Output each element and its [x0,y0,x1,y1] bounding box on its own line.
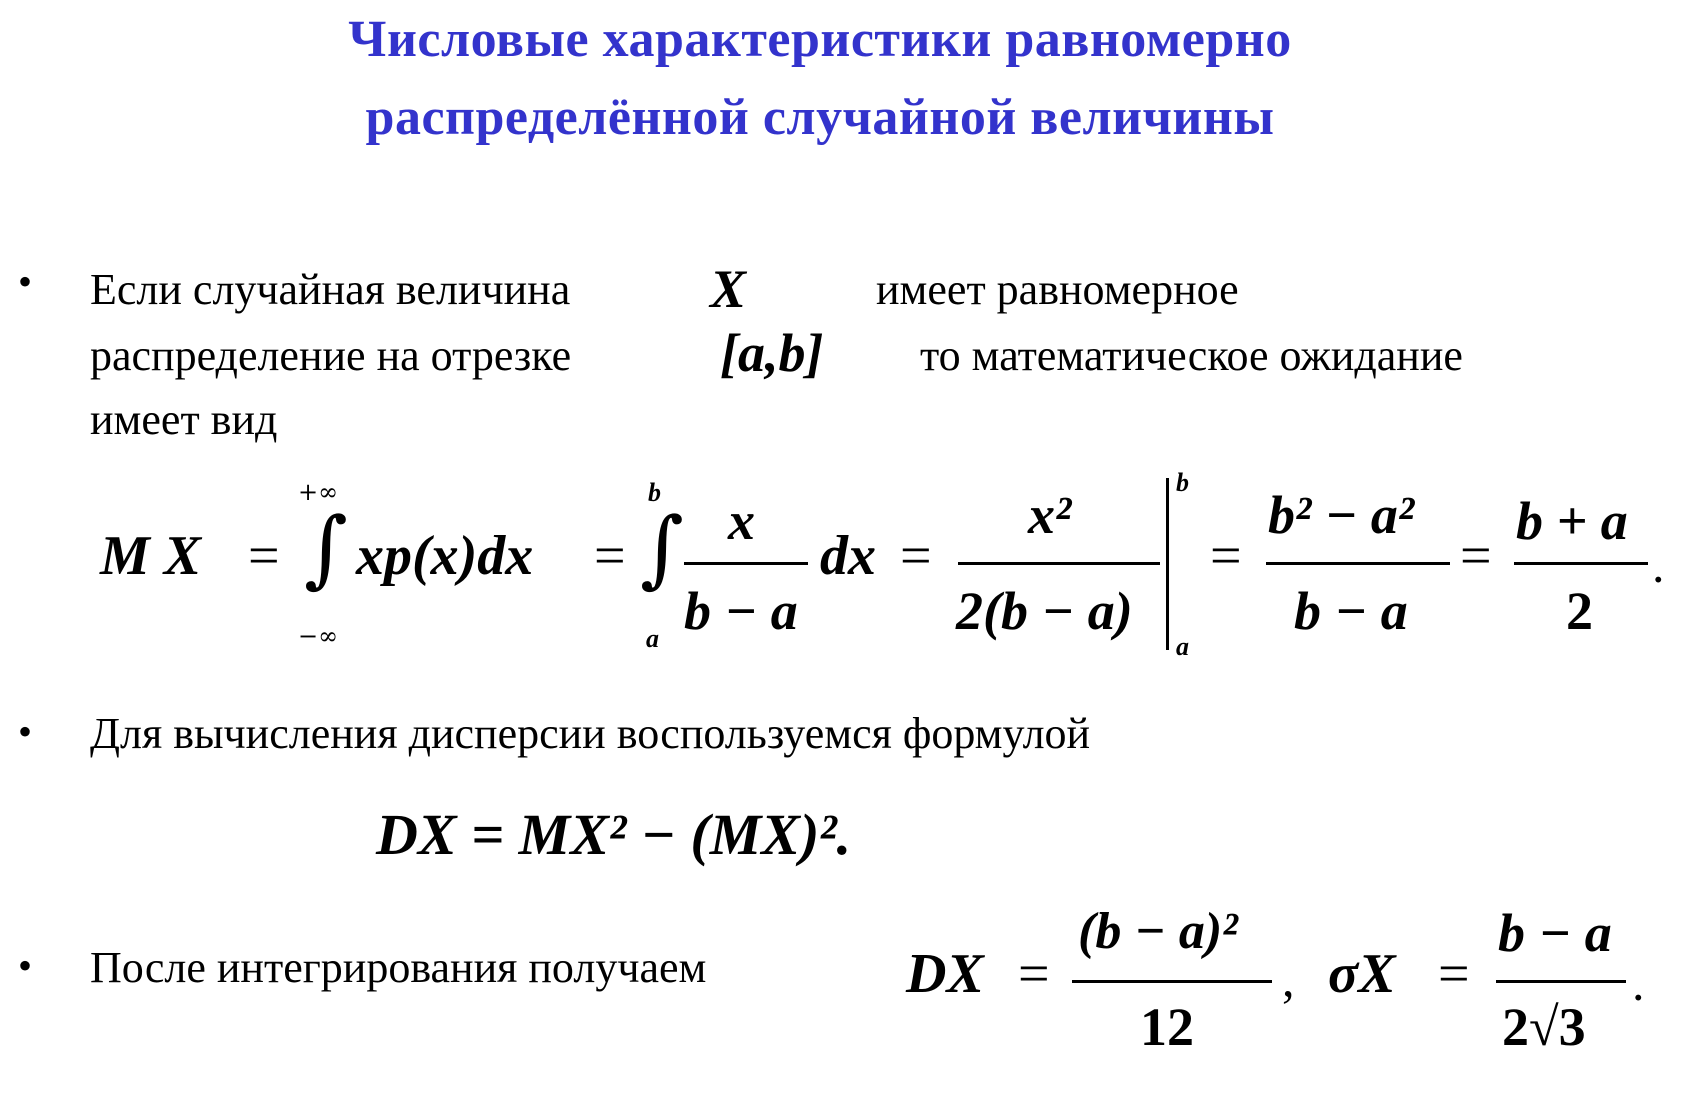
frac1-bar [684,562,808,565]
mx-period: . [1652,537,1665,593]
mx-lhs: M X [100,525,202,587]
paragraph1-part3: распределение на отрезке [90,331,572,380]
mx-eq-5: = [1460,525,1492,587]
mx-eq-1: = [248,525,280,587]
integral1-lower: −∞ [298,622,339,650]
frac1-numerator: x [728,491,755,551]
final-dx-lhs: DX [906,943,984,1005]
frac2-numerator: x² [1028,485,1072,545]
paragraph2: Для вычисления дисперсии воспользуемся формулой [90,709,1091,758]
final-eq-2: = [1438,943,1470,1005]
final-eq-1: = [1018,943,1050,1005]
eval-upper: b [1176,468,1189,497]
dx-term: dx [820,525,876,587]
paragraph1-part2: имеет равномерное [876,265,1239,314]
mx-eq-2: = [594,525,626,587]
interval-ab: [a,b] [720,323,824,383]
paragraph1-part5: имеет вид [90,395,278,444]
frac2-denominator: 2(b − a) [956,581,1133,641]
frac1-denominator: b − a [684,581,798,641]
integral2-lower: a [646,624,659,653]
bullet-2: • [18,709,33,754]
page-title-line-2: распределённой случайной величины [365,89,1275,146]
final-period: . [1632,955,1645,1011]
frac4-bar [1514,562,1648,565]
variable-x: X [710,259,747,319]
frac3-bar [1266,562,1450,565]
final-dx-bar [1072,980,1272,983]
page-title-line-1: Числовые характеристики равномерно [348,11,1292,68]
bullet-1: • [18,259,33,304]
final-sigma-numerator: b − a [1498,903,1612,963]
final-sigma-denominator: 2√3 [1502,997,1586,1057]
bullet-3: • [18,943,33,988]
integrand-1: xp(x)dx [356,525,534,587]
integral-sign-1: ∫ [304,499,348,597]
frac4-denominator: 2 [1566,581,1593,641]
mx-eq-3: = [900,525,932,587]
paragraph1-part4: то математическое ожидание [920,331,1463,380]
paragraph1-part1: Если случайная величина [90,265,571,314]
final-dx-numerator: (b − a)² [1078,903,1238,960]
final-sigma-bar [1496,980,1626,983]
formula-variance: DX = MX² − (MX)². [376,802,852,867]
mx-eq-4: = [1210,525,1242,587]
final-dx-denominator: 12 [1140,997,1194,1057]
integral1-upper: +∞ [298,478,339,506]
eval-lower: a [1176,632,1189,661]
final-sigma-lhs: σX [1328,943,1396,1005]
frac4-numerator: b + a [1516,491,1628,551]
frac3-denominator: b − a [1294,581,1408,641]
final-comma: , [1282,951,1295,1007]
paragraph3: После интегрирования получаем [90,943,707,992]
frac3-numerator: b² − a² [1268,485,1415,545]
evaluation-bar [1166,478,1169,650]
integral-sign-2: ∫ [640,499,684,597]
integral2-upper: b [648,478,661,507]
frac2-bar [958,562,1160,565]
